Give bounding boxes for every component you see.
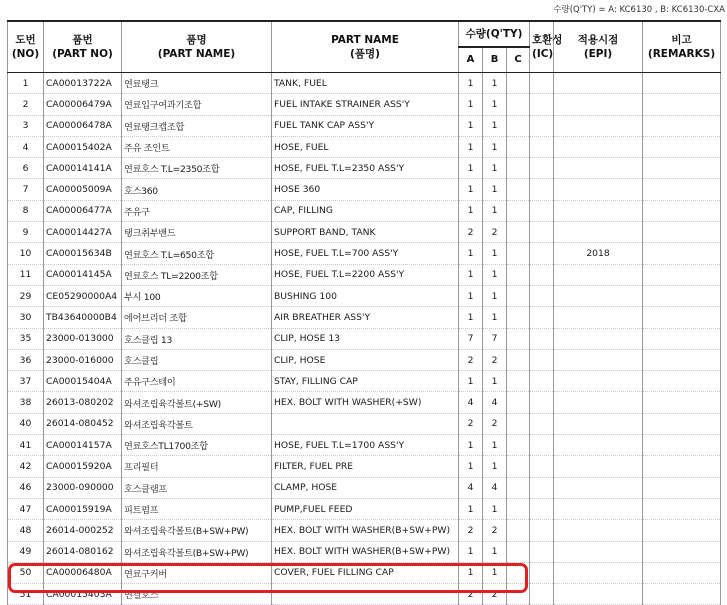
- row-no: 8: [8, 200, 44, 221]
- row-qty-c: [507, 179, 530, 200]
- row-name-ko: 와셔조립육각볼트(B+SW+PW): [122, 541, 272, 562]
- table-row: [8, 328, 721, 349]
- row-name-en: HOSE, FUEL T.L=1700 ASS'Y: [272, 435, 459, 456]
- row-qty-a: 1: [459, 562, 483, 583]
- row-name-ko: 연료탱크캡조합: [122, 115, 272, 136]
- row-qty-b: 1: [483, 307, 507, 328]
- row-remarks: [643, 179, 721, 200]
- row-name-ko: 프리필터: [122, 456, 272, 477]
- row-name-ko: 와셔조립육각볼트(+SW): [122, 392, 272, 413]
- row-no: 1: [8, 73, 44, 94]
- row-qty-b: 1: [483, 562, 507, 583]
- table-row: [8, 413, 721, 434]
- row-remarks: [643, 349, 721, 370]
- row-qty-c: [507, 477, 530, 498]
- table-row: [8, 285, 721, 306]
- row-ic: [530, 158, 554, 179]
- row-name-ko: 와셔조립육각볼트: [122, 413, 272, 434]
- table-row: [8, 307, 721, 328]
- row-part-no: CA00013722A: [44, 73, 122, 94]
- row-qty-a: 1: [459, 264, 483, 285]
- parts-table: [7, 20, 721, 605]
- row-no: 10: [8, 243, 44, 264]
- col-partname-header: PART NAME (품명): [272, 21, 459, 73]
- col-remarks-header: 비고 (REMARKS): [643, 21, 721, 73]
- row-qty-b: 1: [483, 94, 507, 115]
- row-name-en: FUEL TANK CAP ASS'Y: [272, 115, 459, 136]
- col-c-header: C: [507, 47, 530, 73]
- row-part-no: CA00015919A: [44, 498, 122, 519]
- table-row: [8, 541, 721, 562]
- row-qty-c: [507, 73, 530, 94]
- col-partno-header: 품번 (PART NO): [44, 21, 122, 73]
- row-part-no: CA00015404A: [44, 371, 122, 392]
- table-row: [8, 264, 721, 285]
- row-qty-b: 1: [483, 200, 507, 221]
- row-no: 42: [8, 456, 44, 477]
- row-no: 11: [8, 264, 44, 285]
- row-ic: [530, 541, 554, 562]
- col-ic-header: 호환성 (IC): [530, 21, 554, 73]
- row-remarks: [643, 520, 721, 541]
- row-ic: [530, 243, 554, 264]
- row-qty-a: 4: [459, 477, 483, 498]
- row-no: 9: [8, 222, 44, 243]
- row-ic: [530, 73, 554, 94]
- row-part-no: CA00006477A: [44, 200, 122, 221]
- row-remarks: [643, 264, 721, 285]
- row-epi: [554, 498, 643, 519]
- row-no: 37: [8, 371, 44, 392]
- row-name-en: CAP, FILLING: [272, 200, 459, 221]
- row-remarks: [643, 94, 721, 115]
- row-qty-b: 1: [483, 498, 507, 519]
- col-epi-header: 적용시점 (EPI): [554, 21, 643, 73]
- row-remarks: [643, 392, 721, 413]
- row-epi: [554, 328, 643, 349]
- row-name-ko: 연료호스TL1700조합: [122, 435, 272, 456]
- row-qty-b: 1: [483, 179, 507, 200]
- row-no: 51: [8, 584, 44, 605]
- row-epi: [554, 541, 643, 562]
- row-name-ko: 연료호스 T.L=650조합: [122, 243, 272, 264]
- row-qty-c: [507, 222, 530, 243]
- row-epi: [554, 136, 643, 157]
- row-qty-c: [507, 243, 530, 264]
- row-no: 30: [8, 307, 44, 328]
- row-epi: [554, 349, 643, 370]
- row-part-no: 26014-080162: [44, 541, 122, 562]
- row-name-en: [272, 584, 459, 605]
- row-qty-a: 1: [459, 435, 483, 456]
- row-no: 7: [8, 179, 44, 200]
- table-row: [8, 562, 721, 583]
- table-row: [8, 520, 721, 541]
- row-part-no: CA00015402A: [44, 136, 122, 157]
- row-epi: [554, 371, 643, 392]
- row-qty-c: [507, 94, 530, 115]
- table-row: [8, 179, 721, 200]
- row-part-no: CA00006478A: [44, 115, 122, 136]
- row-qty-c: [507, 158, 530, 179]
- row-remarks: [643, 73, 721, 94]
- row-qty-c: [507, 264, 530, 285]
- row-ic: [530, 179, 554, 200]
- row-part-no: CA00015403A: [44, 584, 122, 605]
- row-qty-b: 2: [483, 222, 507, 243]
- row-qty-c: [507, 285, 530, 306]
- row-no: 29: [8, 285, 44, 306]
- row-name-ko: 연료호스 TL=2200조합: [122, 264, 272, 285]
- row-name-ko: 호스클램프: [122, 477, 272, 498]
- row-remarks: [643, 371, 721, 392]
- row-qty-a: 1: [459, 371, 483, 392]
- row-qty-a: 2: [459, 413, 483, 434]
- row-qty-c: [507, 349, 530, 370]
- row-qty-a: 2: [459, 222, 483, 243]
- row-epi: [554, 115, 643, 136]
- row-qty-b: 2: [483, 349, 507, 370]
- row-ic: [530, 371, 554, 392]
- row-ic: [530, 264, 554, 285]
- row-remarks: [643, 584, 721, 605]
- row-qty-c: [507, 456, 530, 477]
- table-header: [8, 21, 721, 73]
- row-remarks: [643, 136, 721, 157]
- row-qty-a: 2: [459, 520, 483, 541]
- row-qty-b: 2: [483, 413, 507, 434]
- row-name-ko: 부시 100: [122, 285, 272, 306]
- table-row: [8, 349, 721, 370]
- col-qty-header: 수량(Q'TY): [459, 21, 530, 47]
- row-name-ko: 연결호스: [122, 584, 272, 605]
- row-part-no: CA00006480A: [44, 562, 122, 583]
- row-ic: [530, 222, 554, 243]
- row-qty-b: 7: [483, 328, 507, 349]
- row-remarks: [643, 200, 721, 221]
- row-no: 2: [8, 94, 44, 115]
- row-no: 6: [8, 158, 44, 179]
- row-ic: [530, 520, 554, 541]
- table-row: [8, 222, 721, 243]
- row-qty-c: [507, 328, 530, 349]
- row-name-ko: 주유구: [122, 200, 272, 221]
- row-part-no: CA00015920A: [44, 456, 122, 477]
- row-qty-c: [507, 562, 530, 583]
- row-epi: [554, 435, 643, 456]
- row-qty-a: 1: [459, 158, 483, 179]
- row-qty-a: 1: [459, 115, 483, 136]
- row-epi: [554, 562, 643, 583]
- row-remarks: [643, 243, 721, 264]
- row-no: 36: [8, 349, 44, 370]
- row-name-ko: 탱크취부밴드: [122, 222, 272, 243]
- row-name-en: HEX. BOLT WITH WASHER(B+SW+PW): [272, 541, 459, 562]
- row-qty-c: [507, 520, 530, 541]
- row-name-en: BUSHING 100: [272, 285, 459, 306]
- row-qty-c: [507, 584, 530, 605]
- row-ic: [530, 115, 554, 136]
- table-row: [8, 94, 721, 115]
- row-epi: [554, 285, 643, 306]
- row-qty-a: 1: [459, 541, 483, 562]
- row-remarks: [643, 477, 721, 498]
- row-epi: [554, 94, 643, 115]
- row-name-en: HOSE, FUEL: [272, 136, 459, 157]
- row-name-en: CLAMP, HOSE: [272, 477, 459, 498]
- row-name-en: HOSE, FUEL T.L=700 ASS'Y: [272, 243, 459, 264]
- row-ic: [530, 435, 554, 456]
- row-part-no: 26014-000252: [44, 520, 122, 541]
- table-row: [8, 200, 721, 221]
- row-remarks: [643, 562, 721, 583]
- row-qty-c: [507, 115, 530, 136]
- row-part-no: CE05290000A4: [44, 285, 122, 306]
- row-name-en: [272, 413, 459, 434]
- row-qty-b: 1: [483, 435, 507, 456]
- row-qty-a: 1: [459, 243, 483, 264]
- table-row: [8, 456, 721, 477]
- row-part-no: CA00006479A: [44, 94, 122, 115]
- row-qty-b: 2: [483, 584, 507, 605]
- row-part-no: CA00014141A: [44, 158, 122, 179]
- row-no: 3: [8, 115, 44, 136]
- table-row: [8, 477, 721, 498]
- row-qty-b: 2: [483, 520, 507, 541]
- row-name-ko: 에어브리더 조합: [122, 307, 272, 328]
- row-ic: [530, 349, 554, 370]
- table-row: [8, 371, 721, 392]
- row-remarks: [643, 435, 721, 456]
- row-qty-c: [507, 435, 530, 456]
- row-name-ko: 호스클립: [122, 349, 272, 370]
- row-no: 41: [8, 435, 44, 456]
- table-row: [8, 498, 721, 519]
- row-qty-b: 4: [483, 477, 507, 498]
- row-remarks: [643, 541, 721, 562]
- row-name-en: CLIP, HOSE: [272, 349, 459, 370]
- row-epi: [554, 73, 643, 94]
- row-epi: [554, 200, 643, 221]
- row-qty-b: 1: [483, 285, 507, 306]
- row-remarks: [643, 498, 721, 519]
- row-qty-b: 1: [483, 541, 507, 562]
- row-qty-b: 1: [483, 136, 507, 157]
- row-ic: [530, 456, 554, 477]
- row-qty-a: 1: [459, 285, 483, 306]
- row-remarks: [643, 456, 721, 477]
- row-no: 46: [8, 477, 44, 498]
- row-name-en: AIR BREATHER ASS'Y: [272, 307, 459, 328]
- row-ic: [530, 136, 554, 157]
- row-epi: [554, 413, 643, 434]
- row-name-en: COVER, FUEL FILLING CAP: [272, 562, 459, 583]
- row-name-en: STAY, FILLING CAP: [272, 371, 459, 392]
- row-ic: [530, 307, 554, 328]
- row-no: 48: [8, 520, 44, 541]
- row-epi: [554, 264, 643, 285]
- row-remarks: [643, 307, 721, 328]
- row-name-ko: 호스360: [122, 179, 272, 200]
- row-qty-c: [507, 200, 530, 221]
- row-ic: [530, 392, 554, 413]
- row-part-no: CA00014145A: [44, 264, 122, 285]
- row-part-no: CA00005009A: [44, 179, 122, 200]
- row-ic: [530, 94, 554, 115]
- col-name-header: 품명 (PART NAME): [122, 21, 272, 73]
- row-remarks: [643, 158, 721, 179]
- row-qty-c: [507, 307, 530, 328]
- row-ic: [530, 498, 554, 519]
- row-epi: [554, 222, 643, 243]
- col-no-header: 도번 (NO): [8, 21, 44, 73]
- row-qty-c: [507, 541, 530, 562]
- row-epi: [554, 158, 643, 179]
- row-qty-b: 1: [483, 115, 507, 136]
- table-row: [8, 136, 721, 157]
- row-ic: [530, 584, 554, 605]
- row-epi: [554, 520, 643, 541]
- row-qty-c: [507, 371, 530, 392]
- row-part-no: CA00015634B: [44, 243, 122, 264]
- row-name-ko: 와셔조립육각볼트(B+SW+PW): [122, 520, 272, 541]
- row-name-en: PUMP,FUEL FEED: [272, 498, 459, 519]
- row-remarks: [643, 285, 721, 306]
- quantity-note: 수량(Q'TY) = A: KC6130 , B: KC6130-CXA: [553, 5, 725, 15]
- row-name-en: HOSE, FUEL T.L=2200 ASS'Y: [272, 264, 459, 285]
- row-remarks: [643, 413, 721, 434]
- row-epi: [554, 179, 643, 200]
- row-name-en: FILTER, FUEL PRE: [272, 456, 459, 477]
- row-remarks: [643, 115, 721, 136]
- row-name-en: FUEL INTAKE STRAINER ASS'Y: [272, 94, 459, 115]
- row-name-ko: 호스클립 13: [122, 328, 272, 349]
- row-epi: 2018: [554, 243, 643, 264]
- row-part-no: CA00014427A: [44, 222, 122, 243]
- row-no: 40: [8, 413, 44, 434]
- row-qty-b: 1: [483, 243, 507, 264]
- row-no: 49: [8, 541, 44, 562]
- row-remarks: [643, 222, 721, 243]
- row-qty-a: 1: [459, 179, 483, 200]
- row-name-en: CLIP, HOSE 13: [272, 328, 459, 349]
- row-ic: [530, 562, 554, 583]
- row-name-ko: 연료입구여과기조합: [122, 94, 272, 115]
- row-qty-a: 1: [459, 94, 483, 115]
- row-part-no: 26013-080202: [44, 392, 122, 413]
- row-no: 4: [8, 136, 44, 157]
- table-row: [8, 243, 721, 264]
- row-part-no: 23000-013000: [44, 328, 122, 349]
- row-name-en: SUPPORT BAND, TANK: [272, 222, 459, 243]
- row-ic: [530, 477, 554, 498]
- row-ic: [530, 200, 554, 221]
- row-qty-a: 1: [459, 307, 483, 328]
- table-row: [8, 158, 721, 179]
- row-qty-a: 1: [459, 498, 483, 519]
- row-no: 50: [8, 562, 44, 583]
- row-name-ko: 주유 조인트: [122, 136, 272, 157]
- row-epi: [554, 584, 643, 605]
- row-ic: [530, 285, 554, 306]
- row-name-ko: 주유구스테이: [122, 371, 272, 392]
- col-a-header: A: [459, 47, 483, 73]
- row-no: 47: [8, 498, 44, 519]
- row-epi: [554, 392, 643, 413]
- row-name-ko: 연료호스 T.L=2350조합: [122, 158, 272, 179]
- table-row: [8, 584, 721, 605]
- row-name-en: HEX. BOLT WITH WASHER(B+SW+PW): [272, 520, 459, 541]
- row-qty-c: [507, 136, 530, 157]
- row-name-en: HOSE 360: [272, 179, 459, 200]
- row-name-en: TANK, FUEL: [272, 73, 459, 94]
- row-qty-c: [507, 413, 530, 434]
- row-qty-b: 4: [483, 392, 507, 413]
- row-qty-a: 1: [459, 200, 483, 221]
- row-name-en: HEX. BOLT WITH WASHER(+SW): [272, 392, 459, 413]
- row-qty-a: 2: [459, 584, 483, 605]
- row-qty-a: 1: [459, 456, 483, 477]
- row-part-no: 23000-016000: [44, 349, 122, 370]
- row-ic: [530, 413, 554, 434]
- row-qty-a: 2: [459, 349, 483, 370]
- row-qty-b: 1: [483, 158, 507, 179]
- row-qty-a: 1: [459, 136, 483, 157]
- row-epi: [554, 307, 643, 328]
- row-part-no: CA00014157A: [44, 435, 122, 456]
- row-part-no: 26014-080452: [44, 413, 122, 434]
- row-name-ko: 연료탱크: [122, 73, 272, 94]
- row-name-ko: 연료구커버: [122, 562, 272, 583]
- col-b-header: B: [483, 47, 507, 73]
- table-row: [8, 115, 721, 136]
- table-row: [8, 435, 721, 456]
- row-name-ko: 피트펌프: [122, 498, 272, 519]
- table-row: [8, 73, 721, 94]
- row-epi: [554, 456, 643, 477]
- row-qty-c: [507, 392, 530, 413]
- row-qty-b: 1: [483, 371, 507, 392]
- row-qty-b: 1: [483, 73, 507, 94]
- row-remarks: [643, 328, 721, 349]
- row-qty-c: [507, 498, 530, 519]
- row-ic: [530, 328, 554, 349]
- row-part-no: 23000-090000: [44, 477, 122, 498]
- row-no: 38: [8, 392, 44, 413]
- row-qty-b: 1: [483, 456, 507, 477]
- row-epi: [554, 477, 643, 498]
- row-part-no: TB43640000B4: [44, 307, 122, 328]
- row-qty-a: 7: [459, 328, 483, 349]
- row-no: 35: [8, 328, 44, 349]
- table-row: [8, 392, 721, 413]
- row-qty-a: 1: [459, 73, 483, 94]
- row-qty-b: 1: [483, 264, 507, 285]
- table-body: [8, 73, 721, 605]
- row-name-en: HOSE, FUEL T.L=2350 ASS'Y: [272, 158, 459, 179]
- row-qty-a: 4: [459, 392, 483, 413]
